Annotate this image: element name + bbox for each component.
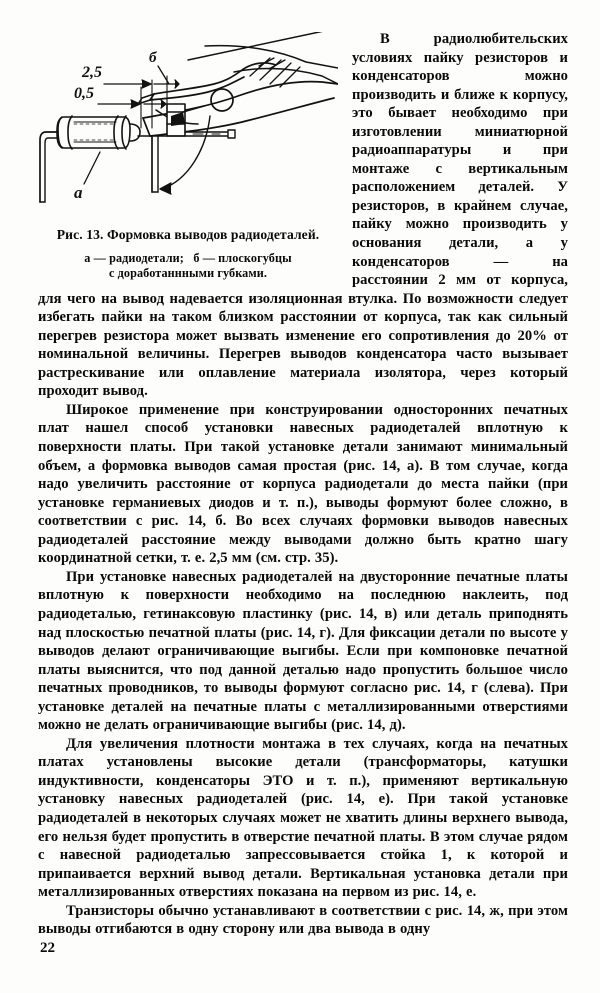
figure-label-part-b: б	[149, 50, 157, 66]
figure-subcaption-b-label: б	[193, 251, 200, 265]
figure-subcaption-b-text: — плоскогубцы	[202, 251, 292, 265]
figure-subcaption	[38, 251, 338, 281]
page-number: 22	[40, 940, 55, 956]
figure-caption: Рис. 13. Формовка выводов радиодеталей.	[56, 227, 320, 242]
resistor-pliers-drawing	[38, 32, 338, 220]
figure-label-part-a: а	[74, 183, 83, 202]
figure-13	[38, 32, 338, 285]
figure-subcaption-line2: с доработаннными губками.	[109, 266, 267, 280]
figure-13-illustration	[38, 32, 338, 220]
figure-label-dim-lower: 0,5	[74, 85, 94, 102]
figure-subcaption-a-label: а	[84, 251, 91, 265]
page-content	[38, 30, 568, 939]
paragraph-4: Для увеличения плотности монтажа в тех случаях, когда на печатных платах установлены высокие детали (трансформаторы, катушки индуктивности, конденсаторы ЭТО и т. п.), применяют вертикальную установку навесных радиодеталей (рис. 14, е). При такой установке радиодеталей в некоторых случаях может не хватить длины верхнего вывода, его нельзя будет пропустить в отверстие печатной платы. В этом случае рядом с навесной радиодеталью запрессовывается стойка 1, к которой и припаивается верхний вывод детали. Вертикальная установка детали при металлизированных отверстиях показана на первом из рис. 14, е.	[38, 735, 568, 901]
paragraph-5: Транзисторы обычно устанавливают в соответствии с рис. 14, ж, при этом выводы отгибаются в одну сторону или два вывода в одну	[38, 902, 568, 938]
paragraph-2: Широкое применение при конструировании односторонних печатных плат нашел способ установки навесных радиодеталей вплотную к поверхности платы. При такой установке детали занимают минимальный объем, а формовка выводов самая простая (рис. 14, а). В том случае, когда надо увеличить расстояние от корпуса радиодетали до места пайки (при установке германиевых диодов и т. п.), выводы формуют более сложно, в соответствии с рис. 14, б. Во всех случаях формовки выводов навесных радиодеталей расстояние между выводами должно быть кратно шагу координатной сетки, т. е. 2,5 мм (см. стр. 35).	[38, 401, 568, 567]
paragraph-1: В радиолюбительских условиях пайку резисторов и конденсаторов можно производить и ближе к корпусу, это бывает необходимо при изготовлении миниатюрной радиоаппаратуры и при монтаже с вертикальным расположением деталей. У резисторов, в крайнем случае, пайку можно производить у основания детали, а у конденсаторов — на расстоянии 2 мм от корпуса, для чего на вывод надевается изоляционная втулка. По возможности следует избегать пайки на таком близком расстоянии от корпуса, так как сильный перегрев резистора может вызвать изменение его сопротивления до 20% от номинальной величины. Перегрев выводов конденсатора часто вызывает растрескивание или оплавление материала изолятора, через который проходит вывод.	[38, 31, 568, 400]
figure-subcaption-a-text: — радиодетали;	[93, 251, 184, 265]
paragraph-3: При установке навесных радиодеталей на двусторонние печатные платы вплотную к поверхности необходимо на последнюю наклеить, под радиодеталью, гетинаксовую пластинку (рис. 14, в) или деталь приподнять над плоскостью печатной платы (рис. 14, г). Для фиксации детали по высоте у выводов делают ограничивающие выгибы. Если при компоновке печатной платы выяснится, что под данной деталью надо пропустить большое число печатных проводников, то выводы формуют согласно рис. 14, г (слева). При установке деталей на печатные платы с металлизированными отверстиями можно не делать ограничивающие выгибы (рис. 14, д).	[38, 568, 568, 734]
figure-label-dim-upper: 2,5	[82, 64, 102, 81]
